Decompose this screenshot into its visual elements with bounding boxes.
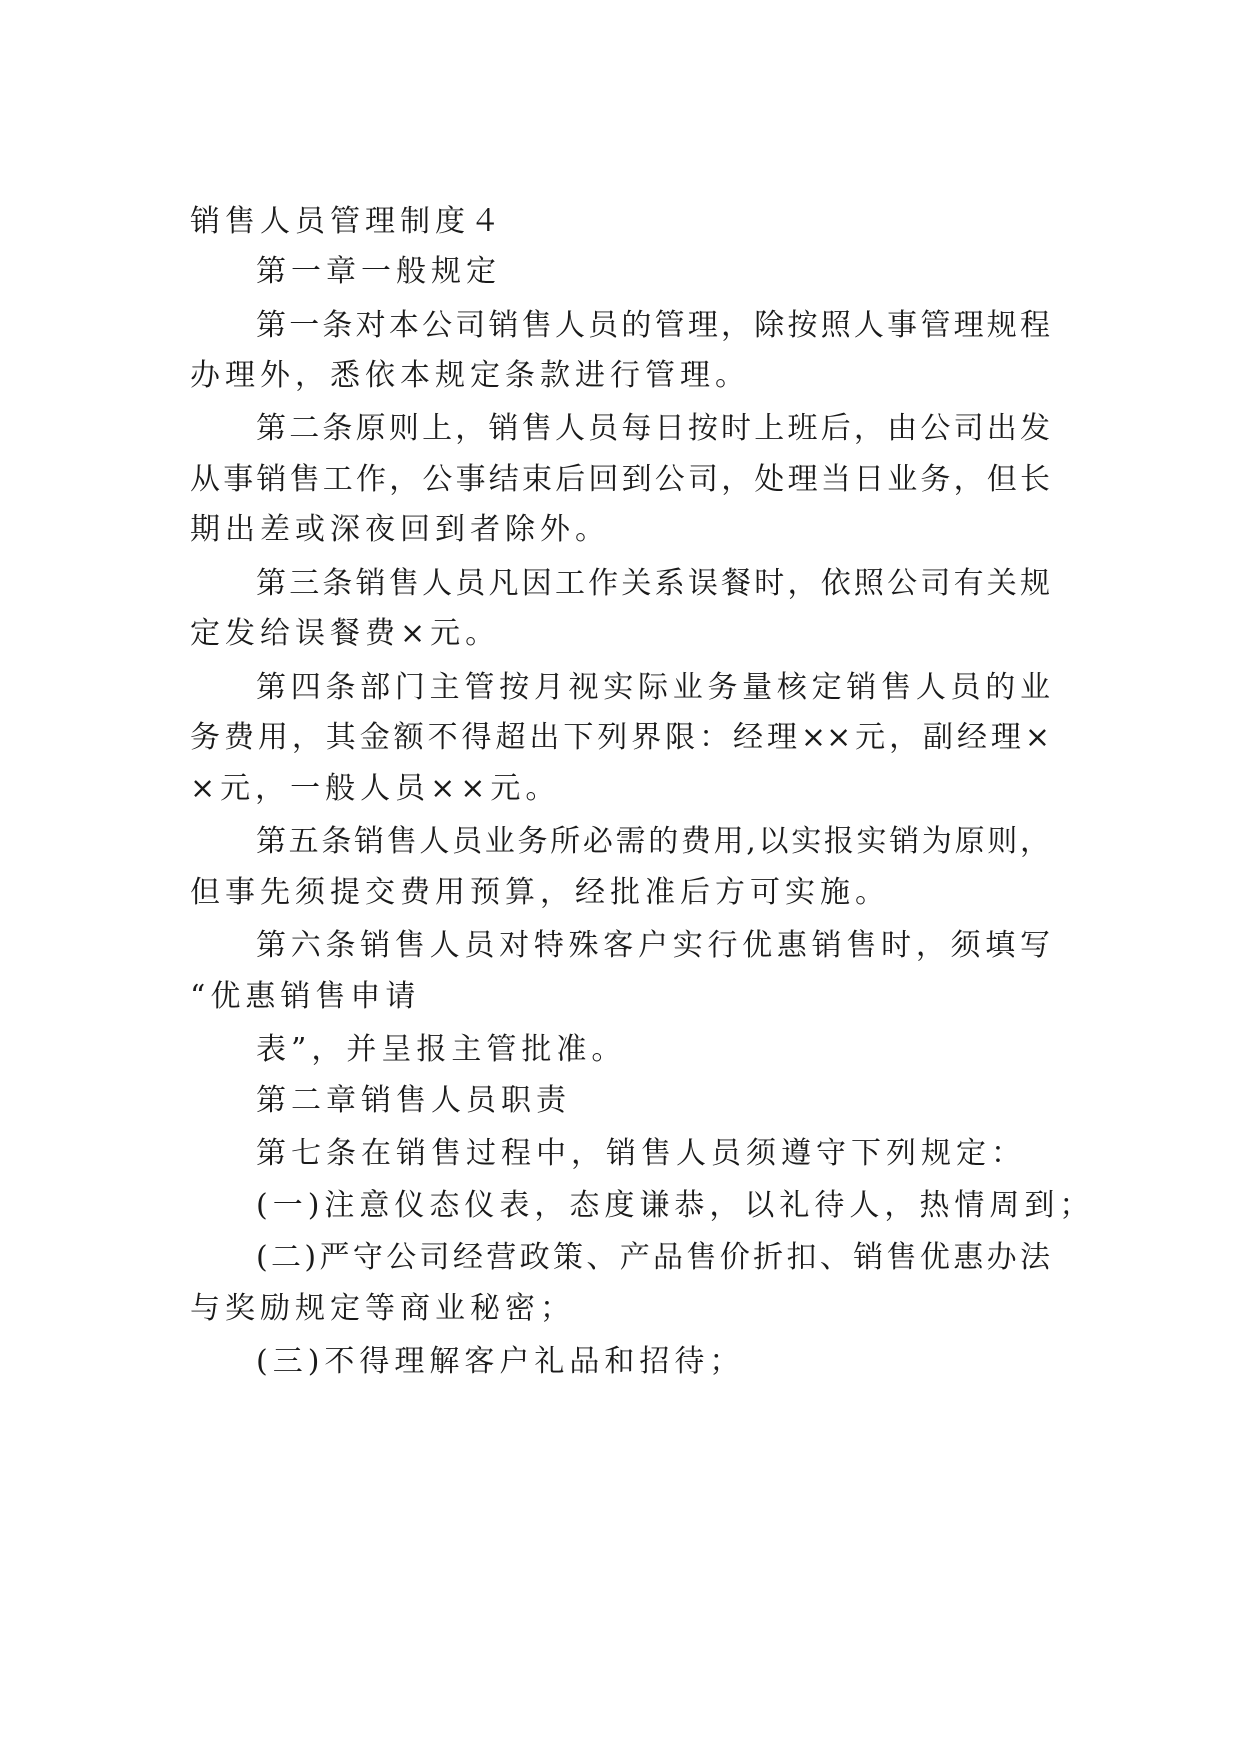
paragraph-line: 从事销售工作，公事结束后回到公司，处理当日业务，但长 [190,462,1050,497]
paragraph-line: 但事先须提交费用预算，经批准后方可实施。 [190,875,890,910]
paragraph-line: 第七条在销售过程中，销售人员须遵守下列规定： [256,1136,1026,1171]
paragraph-line: 办理外，悉依本规定条款进行管理。 [190,358,750,393]
paragraph-line: 第五条销售人员业务所必需的费用,以实报实销为原则， [256,824,1050,859]
paragraph-line: 定发给误餐费×元。 [190,616,501,651]
paragraph-line: 第四条部门主管按月视实际业务量核定销售人员的业 [256,670,1050,705]
list-item-continuation: 与奖励规定等商业秘密； [190,1291,575,1326]
paragraph-line: 第六条销售人员对特殊客户实行优惠销售时，须填写 [256,928,1050,963]
list-item: (二)严守公司经营政策、产品售价折扣、销售优惠办法 [256,1240,1050,1275]
paragraph-line: 第一条对本公司销售人员的管理，除按照人事管理规程 [256,308,1050,343]
paragraph-line: ×元，一般人员××元。 [190,771,561,806]
paragraph-line: “优惠销售申请 [190,979,421,1014]
chapter-heading: 第一章一般规定 [256,254,501,289]
chapter-heading: 第二章销售人员职责 [256,1083,571,1118]
paragraph-line: 表”，并呈报主管批准。 [256,1032,627,1067]
list-item: (三)不得理解客户礼品和招待； [256,1344,745,1379]
document-title: 销售人员管理制度４ [190,204,505,239]
paragraph-line: 期出差或深夜回到者除外。 [190,512,610,547]
list-item: (一)注意仪态仪表，态度谦恭，以礼待人，热情周到； [256,1188,1095,1223]
paragraph-line: 第三条销售人员凡因工作关系误餐时，依照公司有关规 [256,566,1050,601]
paragraph-line: 务费用，其金额不得超出下列界限：经理××元，副经理× [190,720,1050,755]
paragraph-line: 第二条原则上，销售人员每日按时上班后，由公司出发 [256,411,1050,446]
